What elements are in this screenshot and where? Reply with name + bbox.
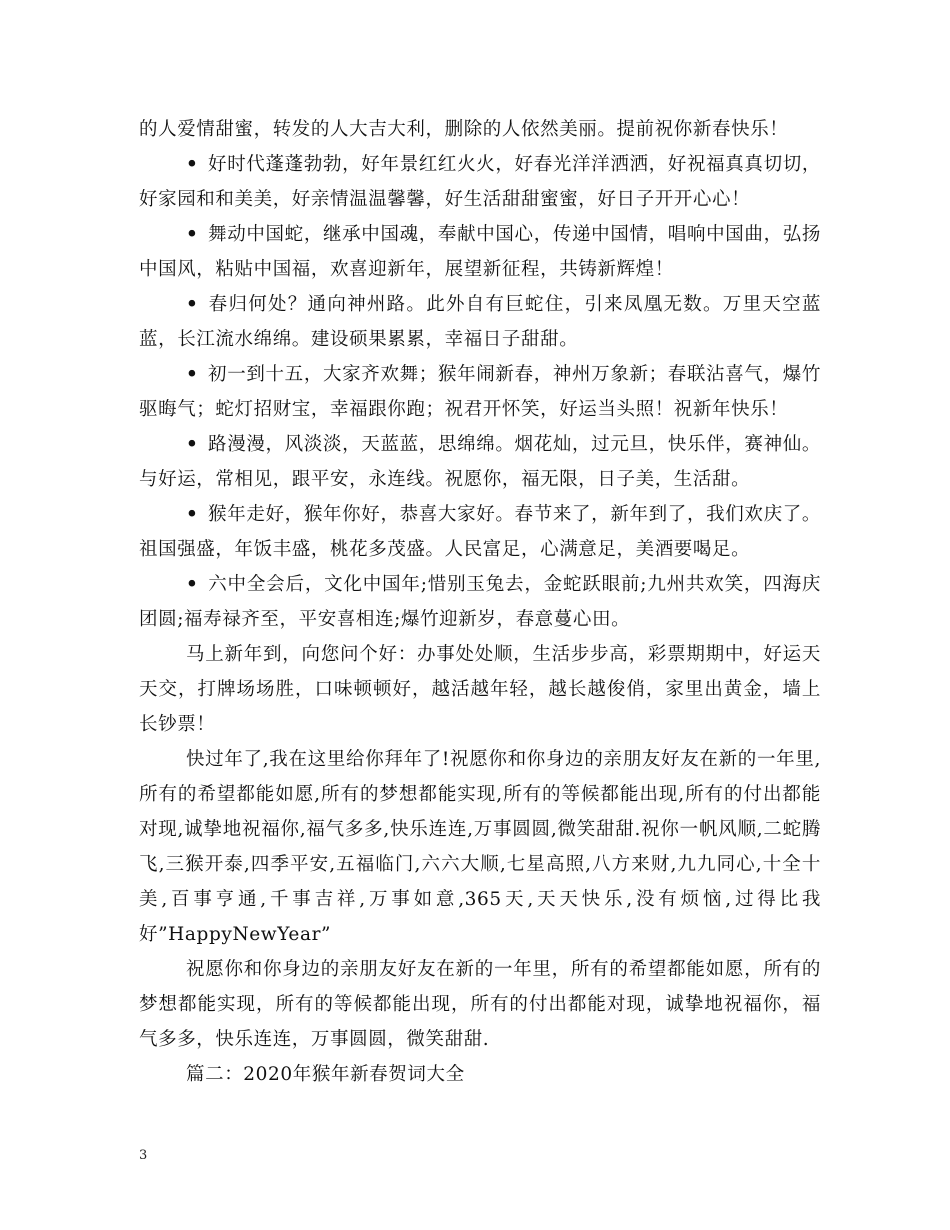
- bullet-paragraph: [139, 357, 821, 427]
- bullet-icon: •: [186, 364, 199, 385]
- paragraph: 祝愿你和你身边的亲朋友好友在新的一年里，所有的希望都能如愿，所有的梦想都能实现，所有的等候都能出现，所有的付出都能对现，诚挚地祝福你，福气多多，快乐连连，万事圆圆，微笑甜甜.: [139, 959, 821, 1050]
- paragraph-text: 六中全会后，文化中国年;惜别玉兔去，金蛇跃眼前;九州共欢笑，四海庆团圆;福寿禄齐至，平安喜相连;爆竹迎新岁，春意蔓心田。: [139, 574, 821, 630]
- bullet-icon: •: [186, 294, 199, 315]
- document-body: [139, 112, 821, 1092]
- bullet-paragraph: [139, 567, 821, 637]
- page-number: 3: [139, 1148, 148, 1163]
- bullet-paragraph: [139, 217, 821, 287]
- bullet-paragraph: [139, 497, 821, 567]
- paragraph: 的人爱情甜蜜，转发的人大吉大利，删除的人依然美丽。提前祝你新春快乐！: [139, 119, 789, 140]
- paragraph-text: 春归何处？通向神州路。此外自有巨蛇住，引来凤凰无数。万里天空蓝蓝，长江流水绵绵。建设硕果累累，幸福日子甜甜。: [139, 294, 821, 350]
- paragraph: 快过年了,我在这里给你拜年了!祝愿你和你身边的亲朋友好友在新的一年里,所有的希望都能如愿,所有的梦想都能实现,所有的等候都能出现,所有的付出都能对现,诚挚地祝福你,福气多多,快乐连连,万事圆圆,微笑甜甜.祝你一帆风顺,二蛇腾飞,三猴开泰,四季平安,五福临门,六六大顺,七星高照,八方来财,九九同心,十全十美,百事亨通,千事吉祥,万事如意,365天,天天快乐,没有烦恼,过得比我好”HappyNewYear”: [139, 749, 821, 945]
- bullet-paragraph: [139, 287, 821, 357]
- bullet-paragraph: [139, 147, 821, 217]
- paragraph-text: 路漫漫，风淡淡，天蓝蓝，思绵绵。烟花灿，过元旦，快乐伴，赛神仙。与好运，常相见，跟平安，永连线。祝愿你，福无限，日子美，生活甜。: [139, 434, 821, 490]
- paragraph-text: 初一到十五，大家齐欢舞；猴年闹新春，神州万象新；春联沾喜气，爆竹驱晦气；蛇灯招财宝，幸福跟你跑；祝君开怀笑，好运当头照！祝新年快乐！: [139, 364, 821, 420]
- bullet-icon: •: [186, 434, 199, 455]
- section-heading: 篇二：2020年猴年新春贺词大全: [186, 1064, 465, 1085]
- bullet-paragraph: [139, 427, 821, 497]
- bullet-icon: •: [186, 574, 199, 595]
- paragraph-text: 舞动中国蛇，继承中国魂，奉献中国心，传递中国情，唱响中国曲，弘扬中国风，粘贴中国福，欢喜迎新年，展望新征程，共铸新辉煌！: [139, 224, 821, 280]
- bullet-icon: •: [186, 154, 199, 175]
- bullet-icon: •: [186, 504, 199, 525]
- paragraph-text: 猴年走好，猴年你好，恭喜大家好。春节来了，新年到了，我们欢庆了。祖国强盛，年饭丰盛，桃花多茂盛。人民富足，心满意足，美酒要喝足。: [139, 504, 821, 560]
- paragraph: 马上新年到，向您问个好：办事处处顺，生活步步高，彩票期期中，好运天天交，打牌场场胜，口味顿顿好，越活越年轻，越长越俊俏，家里出黄金，墙上长钞票！: [139, 644, 821, 735]
- bullet-icon: •: [186, 224, 199, 245]
- paragraph-text: 好时代蓬蓬勃勃，好年景红红火火，好春光洋洋洒洒，好祝福真真切切，好家园和和美美，好亲情温温馨馨，好生活甜甜蜜蜜，好日子开开心心！: [139, 154, 821, 210]
